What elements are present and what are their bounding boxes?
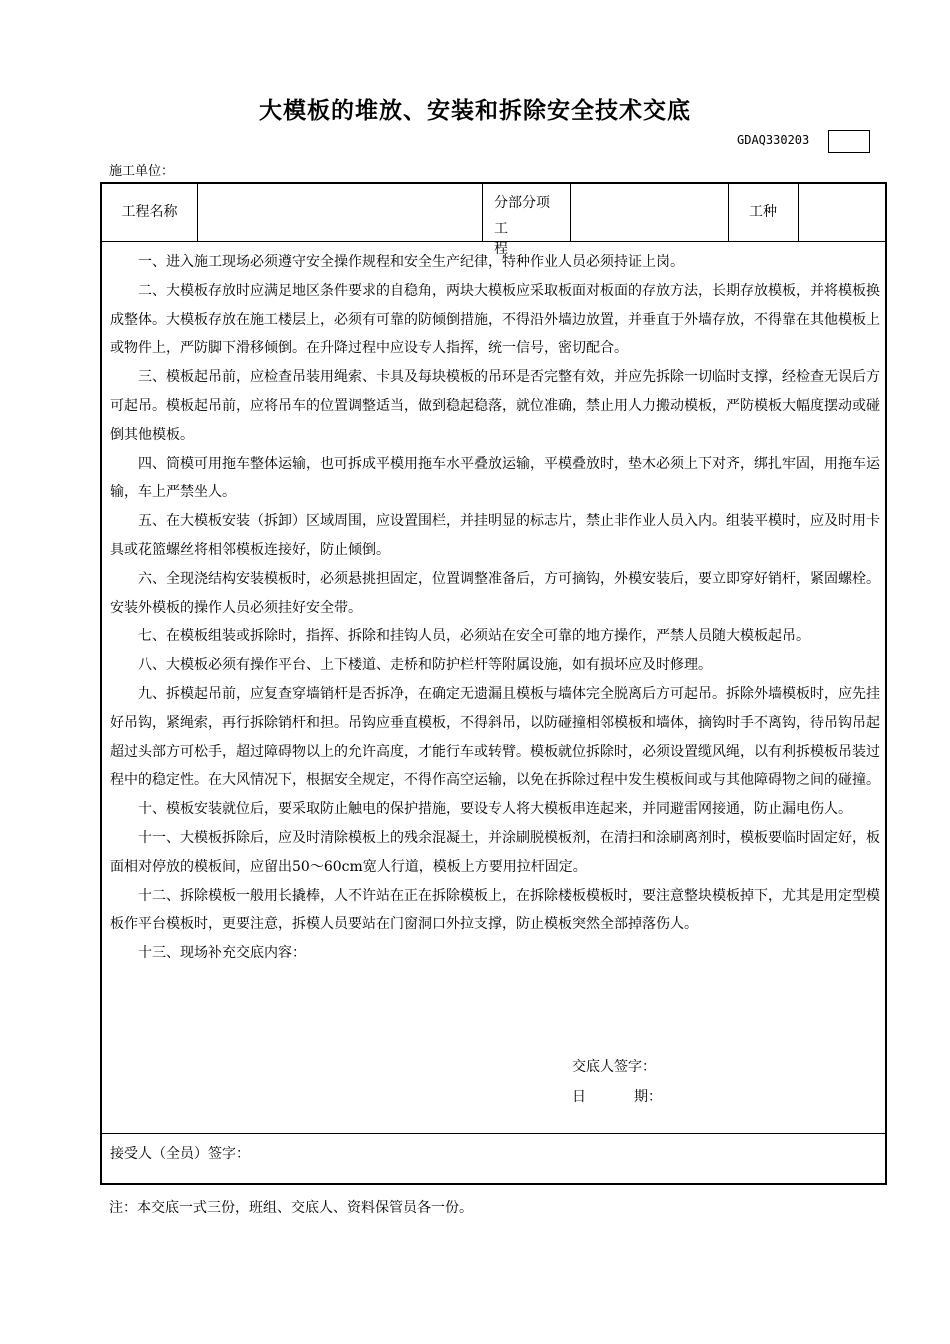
sub-project-label <box>482 184 570 257</box>
trade-label: 工种 <box>749 204 777 220</box>
paragraph-13: 十三、现场补充交底内容： <box>138 945 306 962</box>
sub-project-label-line2: 工程 <box>494 221 540 257</box>
disclosure-form <box>100 182 887 1185</box>
paragraph-6: 六、全现浇结构安装模板时，必须悬挑担固定，位置调整准备后，方可摘钩，外模安装后，要立即穿好销杆，紧固螺栓。安装外模板的操作人员必须挂好安全带。 <box>110 570 880 616</box>
trade-field[interactable] <box>799 184 885 241</box>
paragraph-9: 九、拆模起吊前，应复查穿墙销杆是否拆净，在确定无遗漏且模板与墙体完全脱离后方可起吊。拆除外墙模板时，应先挂好吊钩，紧绳索，再行拆除销杆和担。吊钩应垂直模板，不得斜吊，以防碰撞相邻模板和墙体，摘钩时手不离钩，待吊钩吊起超过头部方可松手，超过障碍物以上的允许高度，才能行车或转臂。模板就位拆除时，必须设置缆风绳，以有利拆模板吊装过程中的稳定性。在大风情况下，根据安全规定，不得作高空运输，以免在拆除过程中发生模板间或与其他障碍物之间的碰撞。 <box>110 685 880 789</box>
paragraph-3: 三、模板起吊前，应检查吊装用绳索、卡具及每块模板的吊环是否完整有效，并应先拆除一切临时支撑，经检查无误后方可起吊。模板起吊前，应将吊车的位置调整适当，做到稳起稳落，就位准确，禁止用人力搬动模板，严防模板大幅度摆动或碰倒其他模板。 <box>110 369 880 443</box>
paragraph-12: 十二、拆除模板一般用长撬棒，人不许站在正在拆除模板上，在拆除楼板模板时，要注意整块模板掉下，尤其是用定型模板作平台模板时，更要注意，拆模人员要站在门窗洞口外拉支撑，防止模板突然全部掉落伤人。 <box>110 887 880 933</box>
paragraph-7: 七、在模板组装或拆除时，指挥、拆除和挂钩人员，必须站在安全可靠的地方操作，严禁人员随大模板起吊。 <box>138 628 810 645</box>
receiver-signature-label: 接受人（全员）签字： <box>110 1146 250 1162</box>
form-header-row <box>102 184 885 257</box>
discloser-signature-label[interactable]: 交底人签字： <box>572 1059 656 1075</box>
sub-project-field[interactable] <box>571 184 728 241</box>
paragraph-10: 十、模板安装就位后，要采取防止触电的保护措施，要设专人将大模板串连起来，并同避雷网接通，防止漏电伤人。 <box>138 801 852 818</box>
paragraph-5: 五、在大模板安装（拆卸）区域周围，应设置围栏，并挂明显的标志片，禁止非作业人员入内。组装平模时，应及时用卡具或花篮螺丝将相邻模板连接好，防止倾倒。 <box>110 513 880 558</box>
paragraph-11: 十一、大模板拆除后，应及时清除模板上的残余混凝土，并涂刷脱模板剂，在清扫和涂刷离剂时，模板要临时固定好，板面相对停放的模板间，应留出50～60cm宽人行道，模板上方要用拉杆固定。 <box>110 829 880 875</box>
paragraph-4: 四、筒模可用拖车整体运输，也可拆成平模用拖车水平叠放运输，平模叠放时，垫木必须上下对齐，绑扎牢固，用拖车运输，车上严禁坐人。 <box>110 455 880 501</box>
footnote: 注：本交底一式三份，班组、交底人、资料保管员各一份。 <box>109 1200 473 1216</box>
construction-unit-label: 施工单位： <box>109 164 175 179</box>
date-label-b: 期： <box>634 1089 662 1105</box>
disclosure-content <box>110 248 880 968</box>
sub-project-label-line1: 分部分项 <box>494 195 550 211</box>
date-label-a: 日 <box>572 1089 586 1105</box>
document-title: 大模板的堆放、安装和拆除安全技术交底 <box>259 98 691 124</box>
project-name-label: 工程名称 <box>121 204 178 220</box>
paragraph-8: 八、大模板必须有操作平台、上下楼道、走桥和防护栏杆等附属设施，如有损坏应及时修理。 <box>138 657 712 674</box>
paragraph-2: 二、大模板存放时应满足地区条件要求的自稳角，两块大模板应采取板面对板面的存放方法，长期存放模板，并将模板换成整体。大模板存放在施工楼层上，必须有可靠的防倾倒措施，不得沿外墙边放置，并垂直于外墙存放，不得靠在其他模板上或物件上，严防脚下滑移倾倒。在升降过程中应设专人指挥，统一信号，密切配合。 <box>110 282 880 357</box>
code-input-box[interactable] <box>828 130 870 153</box>
paragraph-1: 一、进入施工现场必须遵守安全操作规程和安全生产纪律，特种作业人员必须持证上岗。 <box>138 254 684 270</box>
date-field[interactable] <box>572 1082 662 1112</box>
document-code: GDAQ330203 <box>737 133 810 147</box>
signature-block <box>572 1052 662 1112</box>
receiver-signature-row[interactable] <box>102 1133 885 1162</box>
project-name-field[interactable] <box>198 184 482 241</box>
